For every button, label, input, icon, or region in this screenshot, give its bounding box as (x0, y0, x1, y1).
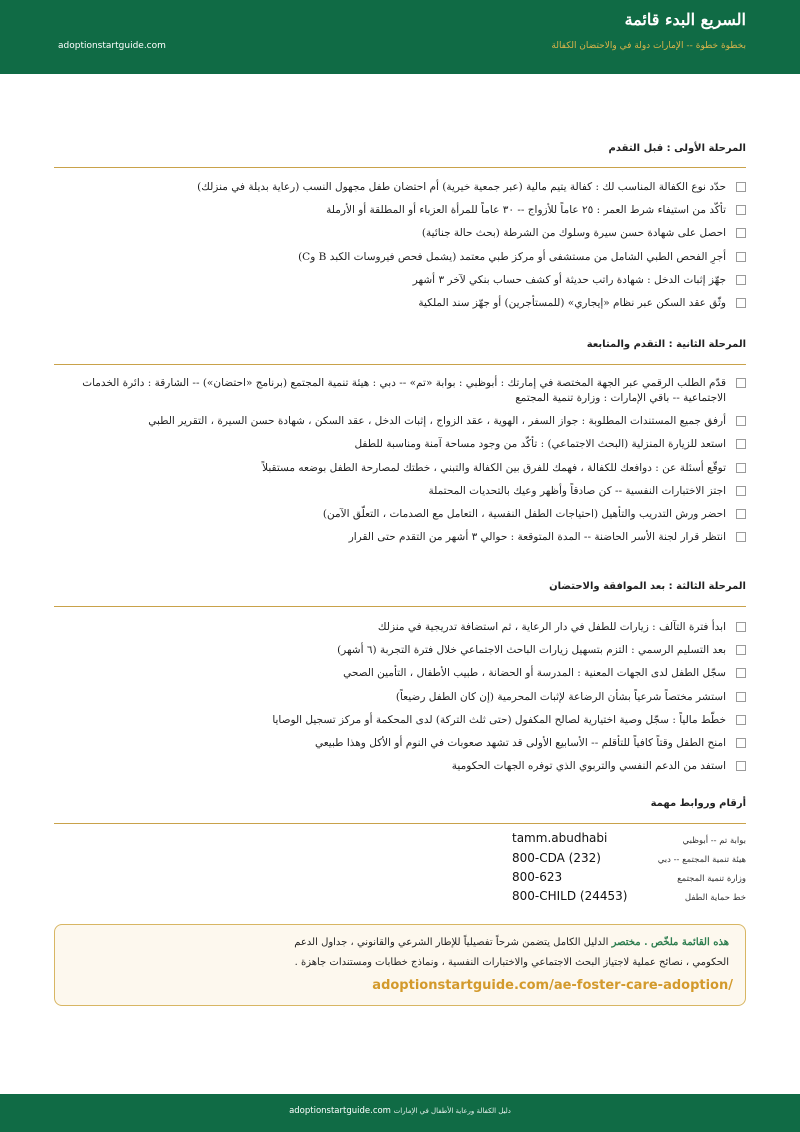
footer-caption: دليل الكفالة ورعاية الأطفال في الإمارات (393, 1107, 511, 1115)
checklist-item[interactable]: أرفق جميع المستندات المطلوبة : جواز السفر ، الهوية ، عقد الزواج ، إثبات الدخل ، عقد السكن ، شهادة حسن السيرة ، التقرير الطبي (46, 414, 746, 429)
checklist-item[interactable]: قدّم الطلب الرقمي عبر الجهة المختصة في إمارتك : أبوظبي : بوابة «تم» -- دبي : هيئة تنمية المجتمع (برنامج «احتضان») -- الشارقة : دائرة الخدمات الاجتماعية -- باقي الإمارات : وزارة تنمية المجتمع (46, 376, 746, 406)
footer-site-link[interactable]: adoptionstartguide.com (289, 1106, 391, 1116)
section-title-phase-2: المرحلة الثانية : التقدم والمتابعة (586, 339, 746, 350)
checkbox[interactable] (736, 205, 746, 215)
checklist-item[interactable]: وثّق عقد السكن عبر نظام «إيجاري» (للمستأجرين) أو جهّز سند الملكية (46, 296, 746, 311)
section-divider (54, 606, 746, 607)
checklist-item[interactable]: تأكّد من استيفاء شرط العمر : ٢٥ عاماً للأزواج -- ٣٠ عاماً للمرأة العزباء أو المطلقة أو الأرملة (46, 203, 746, 218)
contact-value[interactable]: 800-623 (512, 870, 563, 884)
checkbox[interactable] (736, 252, 746, 262)
checklist-item[interactable]: امنح الطفل وقتاً كافياً للتأقلم -- الأسابيع الأولى قد تشهد صعوبات في النوم أو الأكل وهذا طبيعي (46, 736, 746, 751)
checklist-item[interactable]: احصل على شهادة حسن سيرة وسلوك من الشرطة (بحث حالة جنائية) (46, 226, 746, 241)
checkbox[interactable] (736, 378, 746, 388)
contact-row: بوابة تم -- أبوظبي (682, 836, 746, 846)
checkbox[interactable] (736, 416, 746, 426)
checklist-item[interactable]: اجتز الاختبارات النفسية -- كن صادقاً وأظهر وعيك بالتحديات المحتملة (46, 484, 746, 499)
checkbox[interactable] (736, 622, 746, 632)
footer-text (0, 1106, 800, 1116)
checkbox[interactable] (736, 738, 746, 748)
checkbox[interactable] (736, 509, 746, 519)
checkbox[interactable] (736, 645, 746, 655)
header-site-link[interactable]: adoptionstartguide.com (58, 41, 166, 51)
full-guide-callout (54, 924, 746, 1006)
checklist-item[interactable]: انتظر قرار لجنة الأسر الحاضنة -- المدة المتوقعة : حوالي ٣ أشهر من التقدم حتى القرار (46, 530, 746, 545)
checklist-item[interactable]: خطّط مالياً : سجّل وصية اختيارية لصالح المكفول (حتى ثلث التركة) لدى المحكمة أو مركز تسجيل الوصايا (46, 713, 746, 728)
checklist-item[interactable]: استعد للزيارة المنزلية (البحث الاجتماعي) : تأكّد من وجود مساحة آمنة ومناسبة للطفل (46, 437, 746, 452)
contact-value[interactable]: 800-CHILD (24453) (512, 889, 628, 903)
checklist-item[interactable]: جهّز إثبات الدخل : شهادة راتب حديثة أو كشف حساب بنكي لآخر ٣ أشهر (46, 273, 746, 288)
contact-row: وزارة تنمية المجتمع (677, 874, 746, 884)
checkbox[interactable] (736, 761, 746, 771)
checklist-item[interactable]: حدّد نوع الكفالة المناسب لك : كفالة يتيم مالية (عبر جمعية خيرية) أم احتضان طفل مجهول النسب (رعاية بديلة في منزلك) (46, 180, 746, 195)
checklist-item[interactable]: بعد التسليم الرسمي : التزم بتسهيل زيارات الباحث الاجتماعي خلال فترة التجربة (٦ أشهر) (46, 643, 746, 658)
checklist-phase-1 (46, 180, 746, 319)
contacts-title: أرقام وروابط مهمة (650, 798, 746, 809)
checklist-item[interactable]: أجرِ الفحص الطبي الشامل من مستشفى أو مركز طبي معتمد (يشمل فحص فيروسات الكبد B وC) (46, 250, 746, 265)
checkbox[interactable] (736, 228, 746, 238)
contact-row: خط حماية الطفل (684, 893, 746, 903)
checkbox[interactable] (736, 439, 746, 449)
checkbox[interactable] (736, 692, 746, 702)
contact-value[interactable]: 800-CDA (232) (512, 851, 601, 865)
checkbox[interactable] (736, 463, 746, 473)
checklist-phase-3 (46, 620, 746, 782)
page-subtitle: بخطوة خطوة -- الإمارات دولة في والاحتضان الكفالة (551, 41, 746, 51)
callout-line-1: هذه القائمة ملخّص . مختصر الدليل الكامل يتضمن شرحاً تفصيلياً للإطار الشرعي والقانوني ، جداول الدعم (294, 937, 729, 948)
checklist-item[interactable]: احضر ورش التدريب والتأهيل (احتياجات الطفل النفسية ، التعامل مع الصدمات ، التعلّق الآمن) (46, 507, 746, 522)
checklist-item[interactable]: استفد من الدعم النفسي والتربوي الذي توفره الجهات الحكومية (46, 759, 746, 774)
checklist-item[interactable]: استشر مختصاً شرعياً بشأن الرضاعة لإثبات المحرمية (إن كان الطفل رضيعاً) (46, 690, 746, 705)
checkbox[interactable] (736, 532, 746, 542)
checkbox[interactable] (736, 182, 746, 192)
page-title: السريع البدء قائمة (624, 10, 746, 29)
checklist-item[interactable]: توقّع أسئلة عن : دوافعك للكفالة ، فهمك للفرق بين الكفالة والتبني ، خطتك لمصارحة الطفل بوضعه مستقبلاً (46, 461, 746, 476)
section-title-phase-3: المرحلة الثالثة : بعد الموافقة والاحتضان (549, 581, 746, 592)
checkbox[interactable] (736, 715, 746, 725)
section-divider (54, 823, 746, 824)
checkbox[interactable] (736, 275, 746, 285)
section-divider (54, 364, 746, 365)
checkbox[interactable] (736, 486, 746, 496)
page-header (0, 0, 800, 74)
contact-value[interactable]: tamm.abudhabi (512, 831, 608, 845)
page-footer (0, 1094, 800, 1132)
checkbox[interactable] (736, 668, 746, 678)
contact-row: هيئة تنمية المجتمع -- دبي (657, 855, 746, 865)
checklist-phase-2 (46, 376, 746, 553)
callout-line-2: الحكومي ، نصائح عملية لاجتياز البحث الاجتماعي والاختبارات النفسية ، ونماذج خطابات ومستندات جاهزة . (294, 957, 729, 968)
checklist-item[interactable]: سجّل الطفل لدى الجهات المعنية : المدرسة أو الحضانة ، طبيب الأطفال ، التأمين الصحي (46, 666, 746, 681)
section-divider (54, 167, 746, 168)
checklist-item[interactable]: ابدأ فترة التآلف : زيارات للطفل في دار الرعاية ، ثم استضافة تدريجية في منزلك (46, 620, 746, 635)
section-title-phase-1: المرحلة الأولى : قبل التقدم (608, 143, 746, 154)
checkbox[interactable] (736, 298, 746, 308)
full-guide-link[interactable]: adoptionstartguide.com/ae-foster-care-adoption/ (372, 978, 733, 993)
